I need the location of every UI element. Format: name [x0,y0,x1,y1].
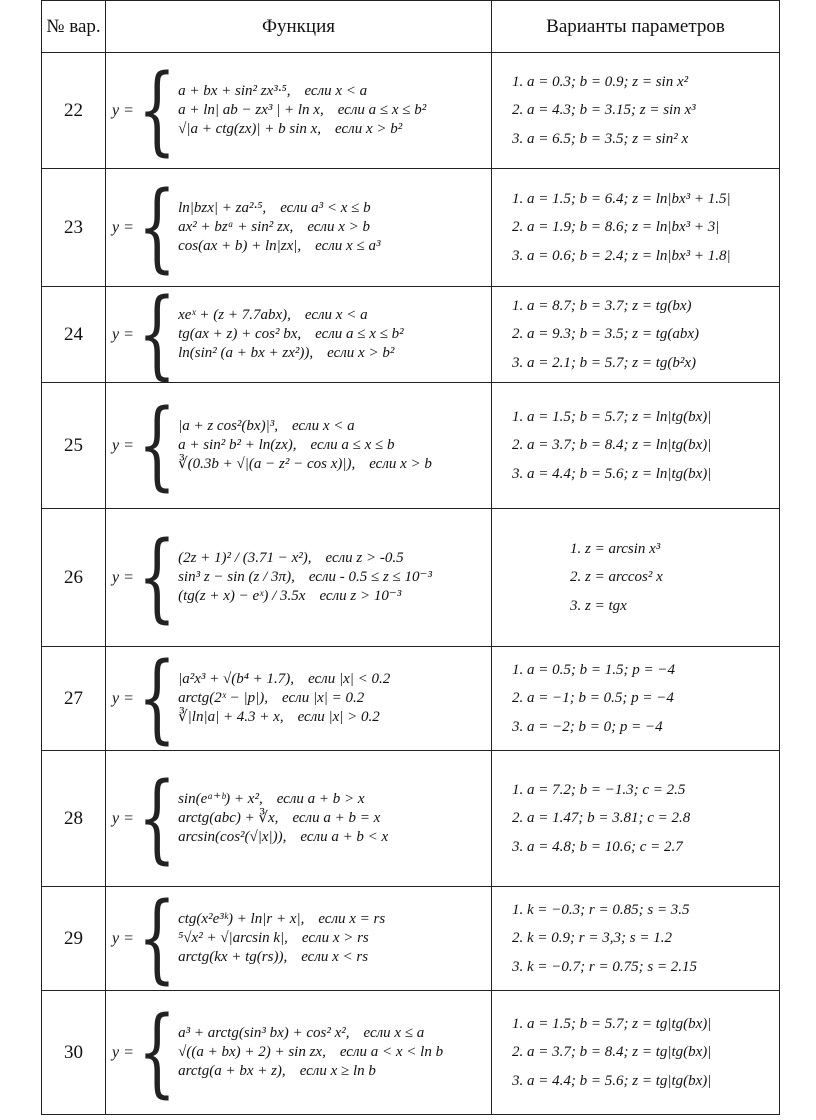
function-case [178,708,390,727]
case-condition: если a ≤ x ≤ b [310,437,395,454]
function-lhs: y = [112,436,134,454]
table-row [42,991,780,1115]
case-condition: если x > b [369,455,432,472]
case-expression: ctg(x²e³ᵏ) + ln|r + x|, [178,911,305,928]
parameter-option: 1. a = 7.2; b = −1.3; c = 2.5 [512,781,686,798]
parameter-option: 1. a = 0.5; b = 1.5; p = −4 [512,661,675,678]
case-condition: если z > -0.5 [325,550,404,567]
case-expression: arctg(2ˣ − |p|), [178,690,269,707]
table-row [42,169,780,287]
variant-number: 28 [42,751,106,887]
case-condition: если x < a [304,83,368,100]
parameter-option: 2. a = 1.47; b = 3.81; c = 2.8 [512,810,691,827]
table-row [42,647,780,751]
function-case [178,790,388,809]
parameter-option: 3. z = tgx [570,597,627,614]
function-cell [106,509,492,647]
function-cases [178,82,426,138]
case-condition: если x ≥ ln b [299,1062,376,1079]
parameter-options [492,169,780,287]
case-expression: √((a + bx) + 2) + sin zx, [178,1044,326,1061]
function-case [178,809,388,828]
case-expression: ⁵√x² + √|arcsin k|, [178,930,288,947]
function-case [178,325,404,344]
function-cases [178,910,385,966]
case-expression: |a + z cos²(bx)|³, [178,418,278,435]
case-condition: если a + b = x [292,810,381,827]
variant-number: 24 [42,287,106,383]
variant-number: 27 [42,647,106,751]
function-case [178,670,390,689]
case-expression: arctg(kx + tg(rs)), [178,948,288,965]
parameter-option: 1. k = −0.3; r = 0.85; s = 3.5 [512,901,690,918]
parameter-option: 2. z = arccos² x [570,569,663,586]
left-brace: { [137,762,177,875]
left-brace: { [137,882,177,995]
function-case [178,549,432,568]
function-case [178,910,385,929]
case-expression: ∛|ln|a| + 4.3 + x, [178,708,284,725]
case-condition: если - 0.5 ≤ z ≤ 10⁻³ [308,569,432,586]
variant-number: 29 [42,887,106,991]
case-expression: a³ + arctg(sin³ bx) + cos² x², [178,1025,350,1042]
parameter-options [492,383,780,509]
parameter-options [492,991,780,1115]
function-case [178,436,432,455]
case-condition: если x > rs [301,930,369,947]
case-condition: если x < a [304,307,368,324]
function-case [178,82,426,101]
left-brace: { [137,996,177,1109]
case-expression: ln|bzx| + za²·⁵, [178,200,267,217]
function-lhs: y = [112,1043,134,1061]
function-lhs: y = [112,568,134,586]
function-case [178,929,385,948]
left-brace: { [137,278,177,391]
case-condition: если x > b² [335,120,403,137]
function-case [178,568,432,587]
parameter-option: 2. k = 0.9; r = 3,3; s = 1.2 [512,930,672,947]
case-expression: sin(eᵃ⁺ᵇ) + x², [178,791,263,808]
case-condition: если z > 10⁻³ [319,587,402,604]
case-condition: если a ≤ x ≤ b² [337,102,427,119]
function-lhs: y = [112,809,134,827]
piecewise-function [112,642,487,755]
parameter-option: 1. a = 8.7; b = 3.7; z = tg(bx) [512,297,692,314]
function-cell [106,751,492,887]
parameter-option: 1. a = 0.3; b = 0.9; z = sin x² [512,73,689,90]
parameter-option: 1. a = 1.5; b = 6.4; z = ln|bx³ + 1.5| [512,190,731,207]
parameter-option: 1. z = arcsin x³ [570,540,661,557]
function-cases [178,670,390,726]
case-expression: ax² + bzᵃ + sin² zx, [178,219,294,236]
case-expression: a + sin² b² + ln(zx), [178,437,297,454]
parameter-option: 3. a = 6.5; b = 3.5; z = sin² x [512,130,689,147]
parameter-option: 2. a = 9.3; b = 3.5; z = tg(abx) [512,326,700,343]
header-params: Варианты параметров [492,1,780,53]
variant-number: 22 [42,53,106,169]
variant-number: 30 [42,991,106,1115]
piecewise-function [112,996,487,1109]
function-lhs: y = [112,929,134,947]
function-cases [178,199,380,255]
function-case [178,344,404,363]
function-case [178,1024,443,1043]
function-case [178,306,404,325]
function-case [178,587,432,606]
case-expression: |a²x³ + √(b⁴ + 1.7), [178,671,295,688]
function-case [178,828,388,847]
piecewise-function [112,389,487,502]
left-brace: { [137,521,177,634]
case-expression: xeˣ + (z + 7.7abx), [178,307,291,324]
left-brace: { [137,642,177,755]
case-expression: arctg(abc) + ∛x, [178,810,279,827]
table-row [42,887,780,991]
parameter-option: 3. a = 2.1; b = 5.7; z = tg(b²x) [512,354,697,371]
parameter-option: 2. a = 3.7; b = 8.4; z = tg|tg(bx)| [512,1044,712,1061]
parameter-option: 2. a = 1.9; b = 8.6; z = ln|bx³ + 3| [512,219,720,236]
function-cases [178,549,432,605]
case-condition: если a ≤ x ≤ b² [315,326,404,343]
parameter-option: 1. a = 1.5; b = 5.7; z = tg|tg(bx)| [512,1015,712,1032]
function-case [178,101,426,120]
parameter-options [492,287,780,383]
case-condition: если x > b [307,219,371,236]
piecewise-function [112,521,487,634]
parameter-options [492,53,780,169]
function-cases [178,417,432,473]
function-cases [178,306,404,362]
case-expression: cos(ax + b) + ln|zx|, [178,237,302,254]
case-expression: sin³ z − sin (z / 3π), [178,569,295,586]
variant-number: 25 [42,383,106,509]
parameter-options [492,647,780,751]
case-condition: если |x| = 0.2 [282,690,365,707]
function-cell [106,53,492,169]
left-brace: { [137,54,177,167]
table-body [42,53,780,1115]
variant-number: 23 [42,169,106,287]
function-cell [106,278,492,391]
parameter-option: 2. a = 3.7; b = 8.4; z = ln|tg(bx)| [512,437,712,454]
table-row [42,53,780,169]
case-expression: ln(sin² (a + bx + zx²)), [178,344,314,361]
parameter-option: 2. a = −1; b = 0.5; p = −4 [512,690,674,707]
function-case [178,948,385,967]
function-cases [178,1024,443,1080]
piecewise-function [112,882,487,995]
case-expression: tg(ax + z) + cos² bx, [178,326,302,343]
case-expression: arctg(a + bx + z), [178,1062,286,1079]
case-condition: если x > b² [327,344,395,361]
case-expression: √|a + ctg(zx)| + b sin x, [178,120,322,137]
parameter-options [492,751,780,887]
left-brace: { [137,389,177,502]
case-expression: (2z + 1)² / (3.71 − x²), [178,550,312,567]
header-row [42,1,780,53]
case-condition: если x ≤ a³ [315,237,381,254]
parameter-option: 3. a = −2; b = 0; p = −4 [512,718,663,735]
function-case [178,218,380,237]
header-function: Функция [106,1,492,53]
table-row [42,287,780,383]
parameter-option: 3. k = −0.7; r = 0.75; s = 2.15 [512,958,698,975]
function-case [178,199,380,218]
function-cell [106,991,492,1115]
case-condition: если x ≤ a [363,1025,425,1042]
function-cases [178,790,388,846]
function-case [178,1043,443,1062]
case-condition: если x < rs [301,948,369,965]
function-lhs: y = [112,101,134,119]
variant-number: 26 [42,509,106,647]
table-row [42,509,780,647]
function-case [178,237,380,256]
case-expression: ∛(0.3b + √|(a − z² − cos x)|), [178,455,356,472]
function-cell [106,383,492,509]
function-case [178,689,390,708]
function-case [178,120,426,139]
function-lhs: y = [112,689,134,707]
case-expression: a + bx + sin² zx³·⁵, [178,83,291,100]
case-condition: если a < x < ln b [339,1044,444,1061]
parameter-option: 2. a = 4.3; b = 3.15; z = sin x³ [512,102,696,119]
case-condition: если |x| > 0.2 [297,708,380,725]
function-case [178,1062,443,1081]
header-variant-no: № вар. [42,1,106,53]
parameter-option: 3. a = 4.4; b = 5.6; z = tg|tg(bx)| [512,1072,712,1089]
case-condition: если a³ < x ≤ b [280,200,371,217]
piecewise-function [112,54,487,167]
parameter-options [492,509,780,647]
parameter-option: 1. a = 1.5; b = 5.7; z = ln|tg(bx)| [512,408,712,425]
function-cell [106,642,492,755]
parameter-options [492,887,780,991]
case-condition: если |x| < 0.2 [308,671,391,688]
case-condition: если a + b < x [300,828,389,845]
parameter-option: 3. a = 4.8; b = 10.6; c = 2.7 [512,838,683,855]
table-row [42,383,780,509]
variants-table [41,0,780,1115]
function-cell [106,169,492,287]
case-condition: если x < a [291,418,355,435]
case-expression: a + ln| ab − zx³ | + ln x, [178,102,324,119]
function-cell [106,882,492,995]
parameter-option: 3. a = 4.4; b = 5.6; z = ln|tg(bx)| [512,465,712,482]
case-expression: arcsin(cos²(√|x|)), [178,828,287,845]
case-condition: если x = rs [318,911,386,928]
table-row [42,751,780,887]
piecewise-function [112,171,487,284]
case-condition: если a + b > x [276,791,365,808]
function-lhs: y = [112,218,134,236]
piecewise-function [112,762,487,875]
left-brace: { [137,171,177,284]
function-lhs: y = [112,325,134,343]
case-expression: (tg(z + x) − eˣ) / 3.5x [178,587,306,604]
piecewise-function [112,278,487,391]
parameter-option: 3. a = 0.6; b = 2.4; z = ln|bx³ + 1.8| [512,247,731,264]
function-case [178,417,432,436]
function-case [178,455,432,474]
